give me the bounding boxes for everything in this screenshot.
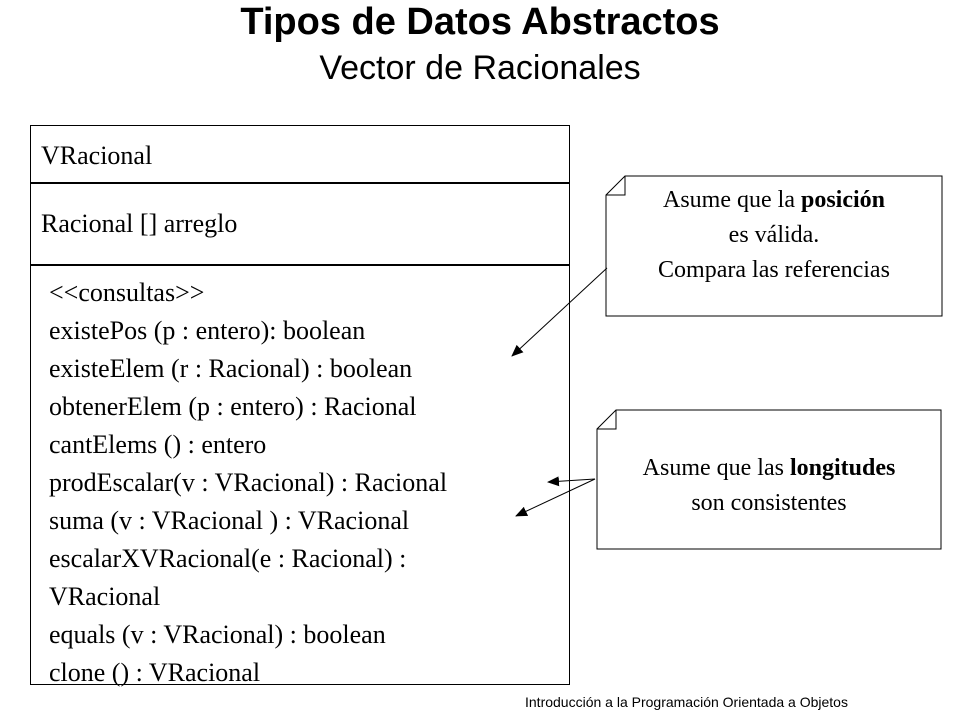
- uml-operation-existeelem: existeElem (r : Racional) : boolean: [49, 354, 413, 383]
- uml-operation-stereotype: <<consultas>>: [49, 278, 205, 307]
- uml-operation-obtenerelem: obtenerElem (p : entero) : Racional: [49, 392, 417, 421]
- note-longitudes-line2: son consistentes: [691, 490, 847, 516]
- footer-course-name: Introducción a la Programación Orientada a Objetos: [525, 694, 848, 710]
- arrow-to-suma: [516, 479, 595, 516]
- uml-operation-escalarxvracional: escalarXVRacional(e : Racional) :: [49, 544, 407, 573]
- uml-operation-clone: clone () : VRacional: [49, 658, 261, 687]
- slide-subtitle: Vector de Racionales: [319, 49, 641, 87]
- note-posicion-bold: posición: [800, 187, 885, 213]
- uml-operation-escalarxvracional-return: VRacional: [49, 582, 161, 611]
- note-posicion-line3: Compara las referencias: [658, 257, 890, 283]
- note-posicion-prefix: Asume que la: [663, 187, 801, 213]
- uml-class-name: VRacional: [31, 126, 569, 184]
- arrow-to-prodescalar: [548, 479, 595, 482]
- arrow-to-existeelem: [512, 268, 607, 356]
- note-longitudes-prefix: Asume que las: [642, 455, 790, 481]
- note-posicion-line2: es válida.: [728, 222, 820, 248]
- note-longitudes-bold: longitudes: [789, 455, 896, 481]
- uml-attribute: Racional [] arreglo: [31, 184, 569, 266]
- uml-operation-suma: suma (v : VRacional ) : VRacional: [49, 506, 410, 535]
- uml-operation-existepos: existePos (p : entero): boolean: [49, 316, 366, 345]
- uml-operation-equals: equals (v : VRacional) : boolean: [49, 620, 386, 649]
- uml-operation-prodescalar: prodEscalar(v : VRacional) : Racional: [49, 468, 448, 497]
- uml-operation-cantelems: cantElems () : entero: [49, 430, 267, 459]
- slide-title: Tipos de Datos Abstractos: [240, 1, 720, 43]
